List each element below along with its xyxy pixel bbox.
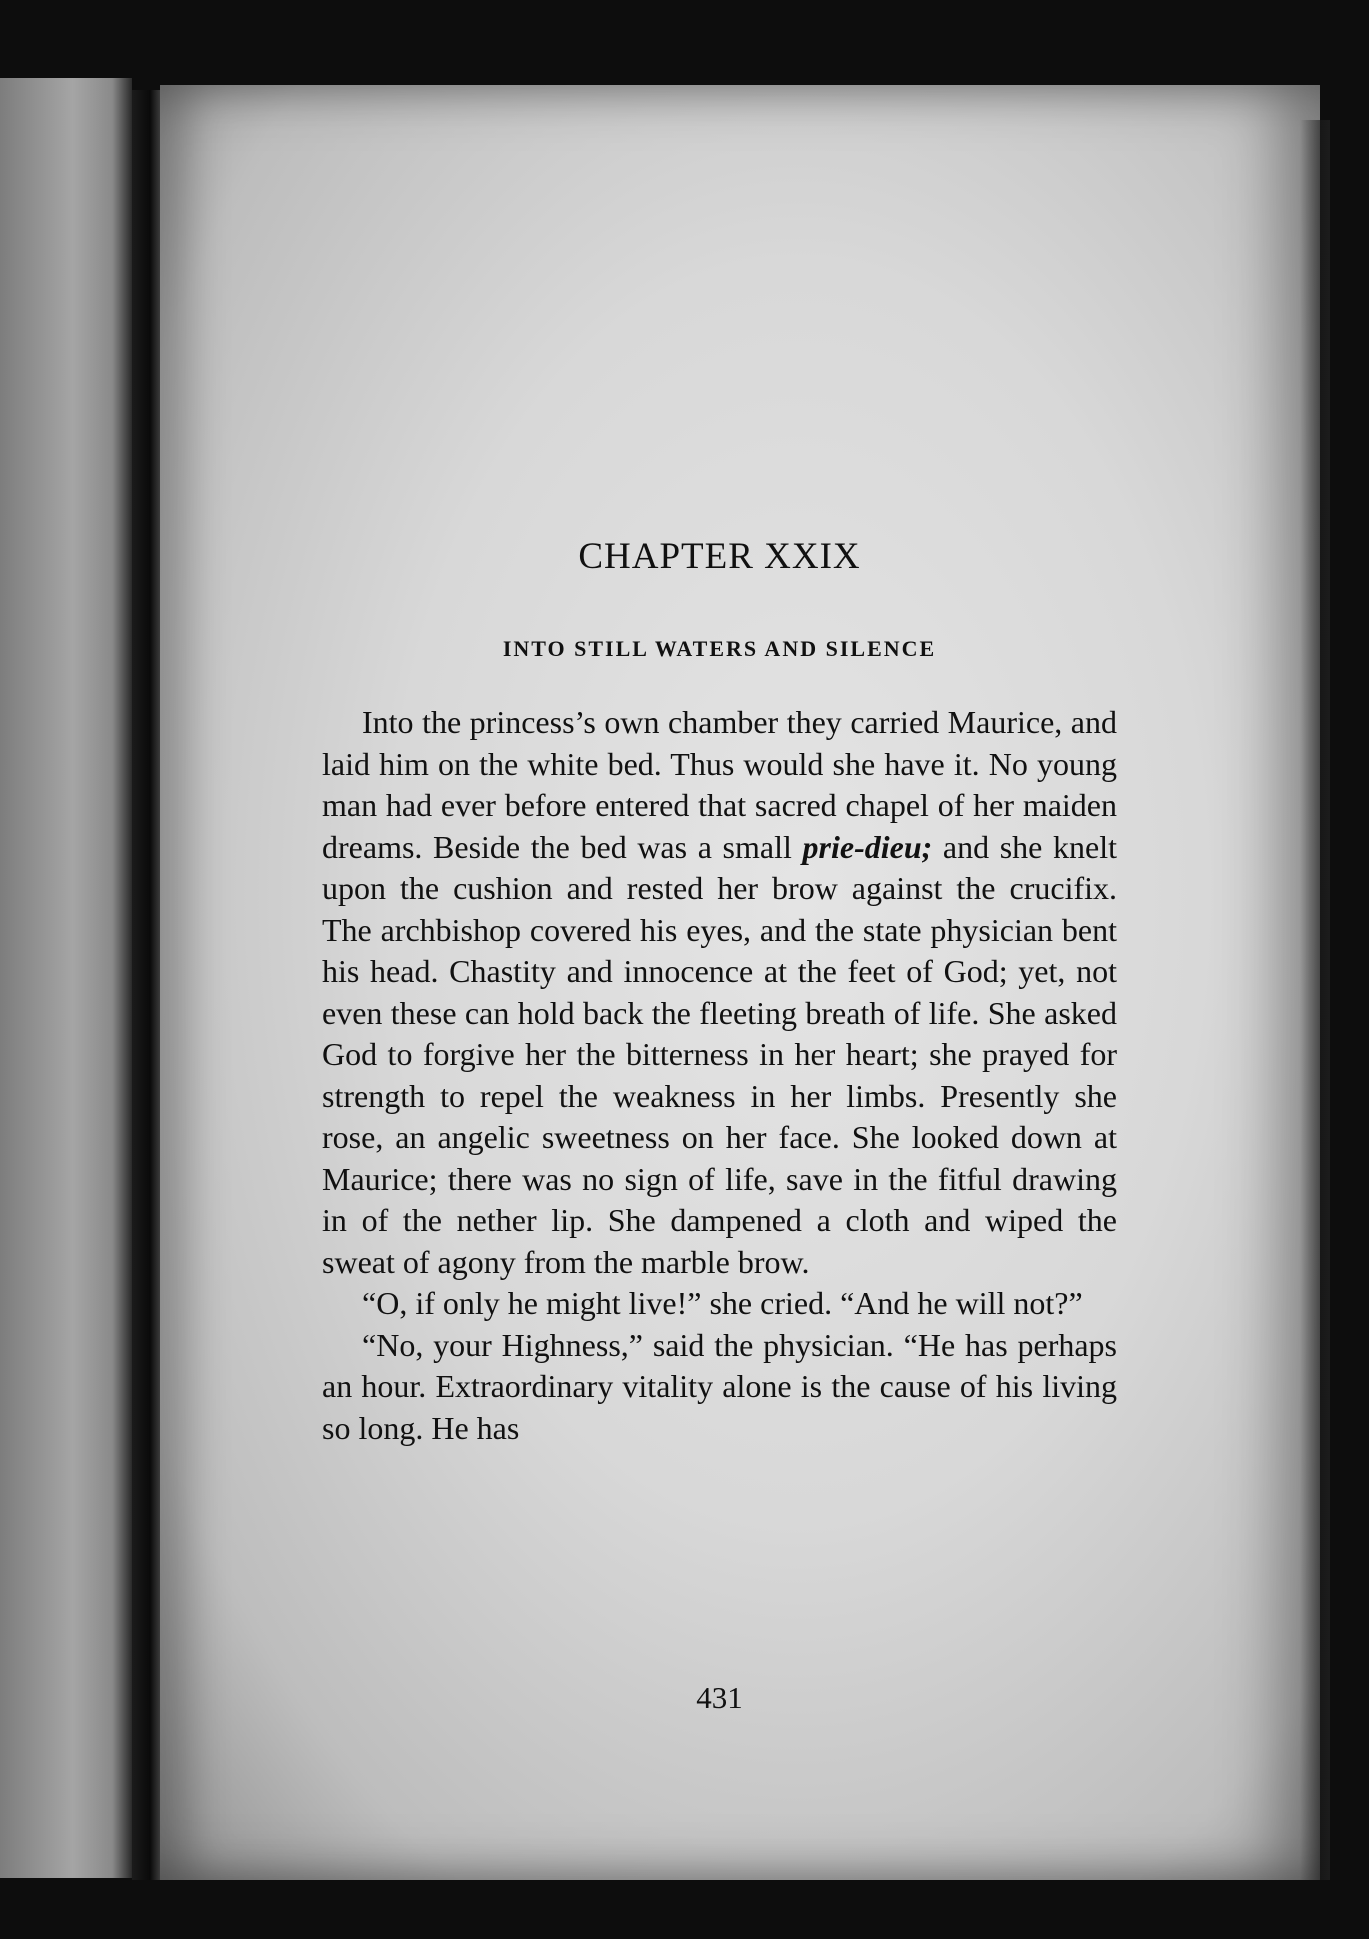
paragraph: “No, your Highness,” said the physician. “He has perhaps an hour. Extraordinary vitality alone is the cause of his living so long. He has (322, 1326, 1117, 1446)
left-page-edge (0, 78, 132, 1878)
italic-term: prie-dieu; (802, 828, 933, 865)
paragraph: “O, if only he might live!” she cried. “And he will not?” (362, 1285, 1083, 1321)
book-gutter (132, 90, 162, 1880)
paragraph (322, 702, 1117, 1283)
page-edge-shadow (1300, 120, 1330, 1880)
chapter-title: CHAPTER XXIX (578, 536, 861, 577)
paragraph-text: and she knelt upon the cushion and rested her brow against the crucifix. The archbishop covered his eyes, and the state physician bent his head. Chastity and innocence at the feet of God; yet, not even these can hold back the fleeting breath of life. She asked God to forgive her the bitterness in her heart; she prayed for strength to repel the weakness in her limbs. Presently she rose, an angelic sweetness on her face. She looked down at Maurice; there was no sign of life, save in the fitful drawing in of the nether lip. She dampened a cloth and wiped the sweat of agony from the marble brow. (322, 828, 1118, 1280)
page-text (322, 535, 1117, 1449)
page-number: 431 (696, 1680, 743, 1715)
paragraph-text: Into the princess’s own chamber they carried Maurice, and laid him on the white bed. Thus would she have it. No young man had ever before entered that sacred chapel of her maiden dreams. Beside the bed was a small (322, 704, 1117, 865)
chapter-subtitle: INTO STILL WATERS AND SILENCE (502, 636, 937, 661)
